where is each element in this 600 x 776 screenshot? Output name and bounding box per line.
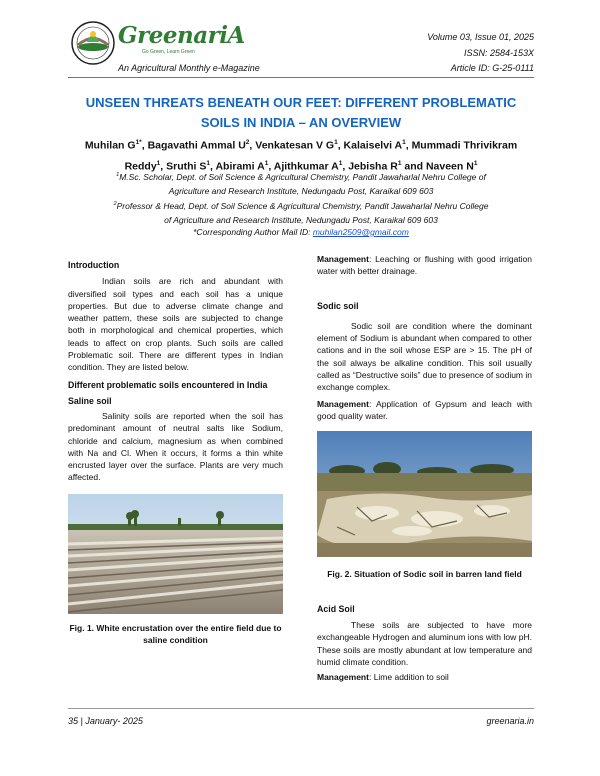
- author-separator: ,: [249, 139, 256, 152]
- author-name: Abirami A: [215, 160, 265, 172]
- author-affil-marker: 1: [206, 159, 211, 167]
- title-line-1: UNSEEN THREATS BENEATH OUR FEET: DIFFERENT PROBLEMATIC: [85, 95, 517, 110]
- footer-divider: [68, 708, 534, 709]
- acid-management: [317, 671, 532, 683]
- sodic-management: [317, 398, 532, 423]
- author-affil-marker: 1: [473, 159, 478, 167]
- acid-mgmt-label: Management: [317, 672, 369, 683]
- saline-mgmt-text: : Leaching or flushing with good irrigation water with better drainage.: [317, 254, 532, 277]
- affil-1-line-1: M.Sc. Scholar, Dept. of Soil Science & Agricultural Chemistry, Pandit Jawaharlal Nehru College of: [119, 171, 486, 182]
- site-name: greenaria.in: [486, 716, 534, 726]
- author-affil-marker: 1*: [135, 139, 142, 146]
- issue-metadata: [427, 30, 534, 77]
- author-separator: ,: [342, 160, 349, 172]
- author-separator: ,: [337, 139, 344, 152]
- left-column: [68, 253, 283, 647]
- saline-paragraph: Salinity soils are reported when the soil has predominant amount of neutral salts like Sodium, chloride and calcium, magnesium as when combined with Na and Cl. When it occurs, it forms a thin white encrusted layer over the surface. Plants are very much affected.: [68, 410, 283, 483]
- corresponding-author: [68, 227, 534, 237]
- author-affil-marker: 1: [397, 159, 402, 167]
- intro-heading: Introduction: [68, 260, 120, 270]
- author-affil-marker: 1: [402, 139, 406, 146]
- corr-label: *Corresponding Author Mail ID:: [193, 227, 313, 237]
- affiliation-2: [68, 197, 534, 228]
- affil-1-line-2: Agriculture and Research Institute, Nedungadu Post, Karaikal 609 603: [168, 186, 434, 197]
- author-name: Mummadi Thrivikram Reddy: [124, 139, 518, 172]
- author-separator: and: [401, 160, 426, 172]
- saline-management: [317, 253, 532, 278]
- author-affil-marker: 1: [338, 159, 343, 167]
- author-name: Naveen N: [425, 160, 474, 172]
- author-affil-marker: 2: [245, 139, 250, 146]
- title-line-2: SOILS IN INDIA – AN OVERVIEW: [200, 115, 402, 130]
- fig2-sodic-soil-image: [317, 431, 532, 557]
- logo-wordmark: GreenariA: [118, 22, 245, 49]
- different-soils-heading: Different problematic soils encountered in India: [68, 379, 268, 390]
- affil-2-marker: 2: [113, 201, 117, 207]
- author-separator: ,: [210, 160, 216, 172]
- logo-tagline: Go Green, Learn Green: [142, 49, 195, 55]
- author-name: Venkatesan V G: [255, 139, 335, 152]
- sodic-heading: Sodic soil: [317, 300, 359, 311]
- fig2-caption: Fig. 2. Situation of Sodic soil in barren land field: [327, 569, 522, 580]
- author-name: Ajithkumar A: [273, 160, 339, 172]
- article-title: [68, 93, 534, 133]
- right-column: [317, 253, 532, 684]
- sodic-mgmt-text: : Application of Gypsum and leach with good quality water.: [317, 398, 532, 421]
- saline-mgmt-label: Management: [317, 254, 369, 264]
- author-affil-marker: 1: [334, 139, 338, 146]
- logo-seal-icon: [70, 20, 116, 66]
- fig1-saline-field-image: [68, 494, 283, 614]
- author-name: Kalaiselvi A: [343, 139, 403, 152]
- acid-mgmt-text: : Lime addition to soil: [368, 672, 449, 683]
- author-name: Sruthi S: [166, 160, 207, 172]
- author-separator: ,: [141, 139, 148, 152]
- header-divider: [68, 77, 534, 78]
- volume-issue: Volume 03, Issue 01, 2025: [427, 32, 534, 42]
- intro-paragraph: Indian soils are rich and abundant with diversified soil types and each soil has a unique properties. But due to adverse climate change and weather pattern, these soils are subjected to change both in morphological and chemical properties, which leads to affect on crop plants. Such soils are called Problematic soil. There are different types in Indian condition. They are listed below.: [68, 276, 283, 373]
- author-name: Jebisha R: [348, 160, 398, 172]
- affiliation-1: [68, 168, 534, 199]
- sodic-mgmt-label: Management: [317, 398, 369, 409]
- author-name: Muhilan G: [84, 139, 136, 152]
- author-name: Bagavathi Ammal U: [147, 139, 246, 152]
- author-separator: ,: [405, 139, 412, 152]
- article-id: Article ID: G-25-0111: [450, 63, 534, 73]
- fig1-caption: Fig. 1. White encrustation over the entire field due to saline condition: [69, 622, 282, 646]
- author-separator: ,: [160, 160, 167, 172]
- page-number: 35 | January- 2025: [68, 716, 143, 726]
- acid-paragraph: These soils are subjected to have more exchangeable Hydrogen and aluminum ions with low pH. These soils are mostly abundant at low temperature and humid climate condition.: [317, 620, 532, 667]
- issn: ISSN: 2584-153X: [463, 47, 534, 58]
- magazine-tagline: An Agricultural Monthly e-Magazine: [118, 63, 260, 73]
- author-affil-marker: 1: [156, 159, 161, 167]
- acid-heading: Acid Soil: [317, 603, 355, 614]
- saline-heading: Saline soil: [68, 395, 112, 406]
- author-affil-marker: 1: [264, 159, 269, 167]
- affil-1-marker: 1: [116, 172, 120, 178]
- corr-email-link[interactable]: muhilan2509@gmail.com: [312, 227, 409, 237]
- affil-2-line-2: of Agriculture and Research Institute, Nedungadu Post, Karaikal 609 603: [164, 215, 438, 226]
- sodic-paragraph: Sodic soil are condition where the dominant element of Sodium is abundant when compared to other cations and in the soil whose ESP are > 15. The pH of the soil always be alkaline condition. This soil usually called as “Destructive soils” due to presence of sodium in exchange complex.: [317, 320, 532, 393]
- author-separator: ,: [268, 160, 274, 172]
- affil-2-line-1: Professor & Head, Dept. of Soil Science & Agricultural Chemistry, Pandit Jawaharlal Nehru College: [116, 200, 489, 211]
